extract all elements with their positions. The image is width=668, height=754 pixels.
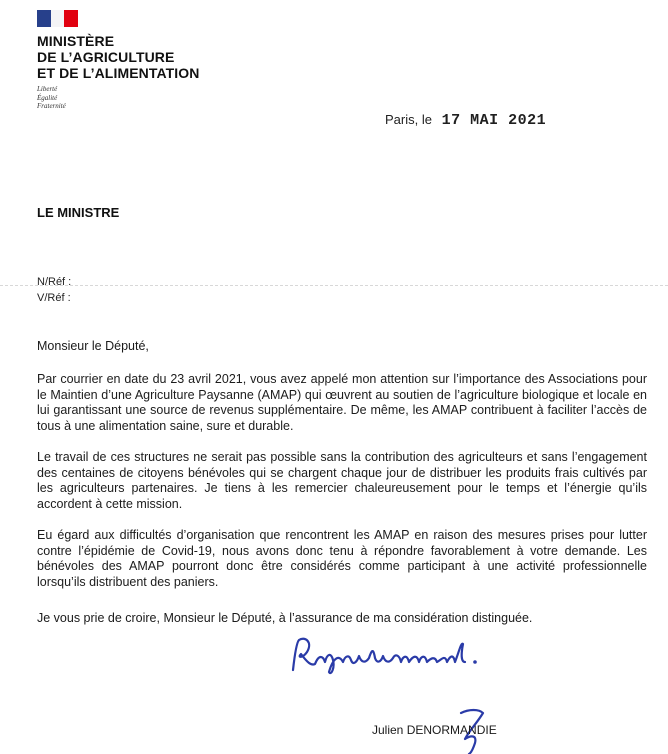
motto-egalite: Égalité bbox=[37, 93, 58, 102]
body-paragraph-3: Eu égard aux difficultés d’organisation que rencontrent les AMAP en raison des mesures prises pour lutter contre l’épidémie de Covid-19, nous avons donc tenu à répondre favorablement à votre demande. Les bénévoles des AMAP pourront donc être considérés comme participant à une activité professionnelle lorsqu’ils distribuent des paniers. bbox=[37, 528, 647, 589]
body-paragraph-1: Par courrier en date du 23 avril 2021, vous avez appelé mon attention sur l’importance des Associations pour le Maintien d’une Agriculture Paysanne (AMAP) qui œuvrent au soutien de l’agriculture biologique et locale en lui garantissant une source de revenus supplémentaire. De même, les AMAP contribuent à faciliter l’accès de tous à une alimentation saine, sure et durable. bbox=[37, 372, 647, 433]
your-reference: V/Réf : bbox=[37, 292, 71, 304]
republic-motto bbox=[37, 85, 66, 111]
date-stamp: 17 MAI 2021 bbox=[441, 112, 547, 129]
salutation: Monsieur le Député, bbox=[37, 339, 149, 353]
sender-title: LE MINISTRE bbox=[37, 205, 120, 220]
marianne-flag-logo bbox=[37, 10, 78, 27]
ministry-line-2: DE L’AGRICULTURE bbox=[37, 49, 175, 65]
our-reference: N/Réf : bbox=[37, 276, 72, 288]
closing-formula: Je vous prie de croire, Monsieur le Député, à l’assurance de ma considération distinguée. bbox=[37, 611, 533, 625]
ministry-line-3: ET DE L’ALIMENTATION bbox=[37, 65, 200, 81]
letter-date bbox=[385, 112, 546, 129]
fold-line bbox=[0, 285, 668, 286]
date-prefix: Paris, le bbox=[385, 112, 432, 127]
body-paragraph-2: Le travail de ces structures ne serait pas possible sans la contribution des agriculteurs et sans l’engagement des centaines de citoyens bénévoles qui se chargent chaque jour de distribuer les produits frais cultivés par les agriculteurs partenaires. Je tiens à les remercier chaleureusement pour le temps et l’énergie qu’ils accordent à cette mission. bbox=[37, 450, 647, 511]
handwritten-closing-signature bbox=[285, 632, 495, 682]
ministry-line-1: MINISTÈRE bbox=[37, 33, 115, 49]
signer-name: Julien DENORMANDIE bbox=[372, 723, 497, 737]
ministry-name bbox=[37, 33, 199, 81]
motto-fraternite: Fraternité bbox=[37, 102, 66, 110]
motto-liberte: Liberté bbox=[37, 85, 58, 93]
